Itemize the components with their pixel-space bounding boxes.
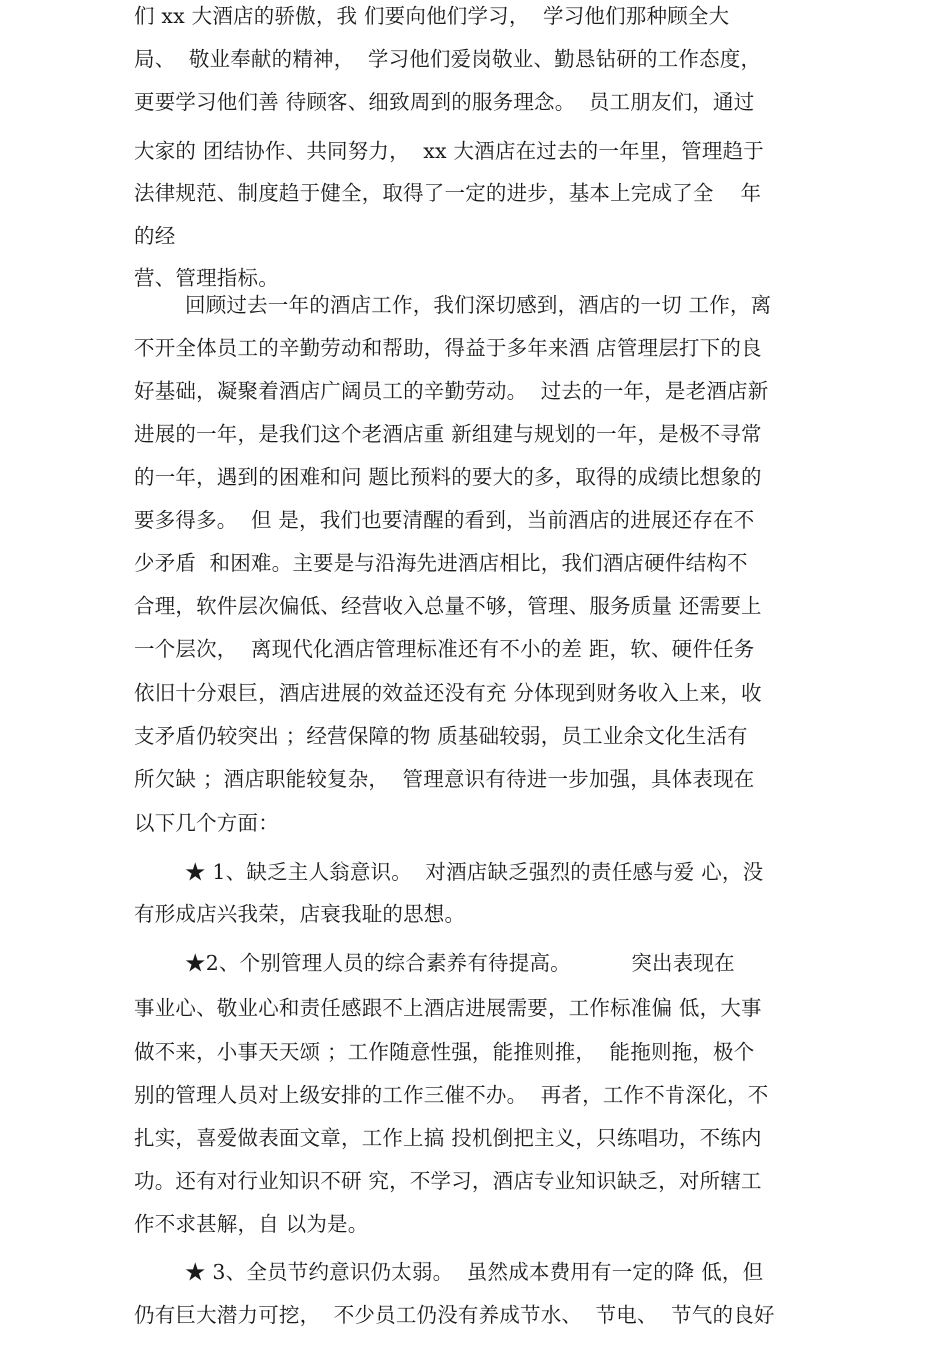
text-line: 大家的 团结协作、共同努力， xx 大酒店在过去的一年里，管理趋于 bbox=[134, 139, 764, 163]
text-line: 做不来，小事天天颂 ；工作随意性强，能推则推， 能拖则拖，极个 bbox=[134, 1040, 755, 1064]
text-line: 合理，软件层次偏低、经营收入总量不够，管理、服务质量 还需要上 bbox=[134, 594, 762, 618]
paragraph-first-line: 回顾过去一年的酒店工作，我们深切感到，酒店的一切 工作，离 bbox=[185, 293, 772, 317]
bullet-item-first-line: ★2、个别管理人员的综合素养有待提高。 突出表现在 bbox=[185, 951, 735, 975]
text-line: 扎实，喜爱做表面文章，工作上搞 投机倒把主义，只练唱功，不练内 bbox=[134, 1126, 762, 1150]
text-line: 不开全体员工的辛勤劳动和帮助，得益于多年来酒 店管理层打下的良 bbox=[134, 336, 762, 360]
text-line: 局、 敬业奉献的精神， 学习他们爱岗敬业、勤恳钻研的工作态度， bbox=[134, 47, 762, 71]
text-line: 更要学习他们善 待顾客、细致周到的服务理念。 员工朋友们，通过 bbox=[134, 90, 755, 114]
text-line: 以下几个方面： bbox=[134, 811, 279, 835]
text-line: 依旧十分艰巨，酒店进展的效益还没有充 分体现到财务收入上来，收 bbox=[134, 681, 762, 705]
text-line: 作不求甚解，自 以为是。 bbox=[134, 1212, 369, 1236]
text-line: 功。还有对行业知识不研 究，不学习，酒店专业知识缺乏，对所辖工 bbox=[134, 1169, 762, 1193]
text-line: 进展的一年，是我们这个老酒店重 新组建与规划的一年，是极不寻常 bbox=[134, 422, 762, 446]
text-line: 好基础，凝聚着酒店广阔员工的辛勤劳动。 过去的一年，是老酒店新 bbox=[134, 379, 769, 403]
text-line: 有形成店兴我荣，店衰我耻的思想。 bbox=[134, 902, 466, 926]
text-line: 事业心、敬业心和责任感跟不上酒店进展需要，工作标准偏 低，大事 bbox=[134, 996, 762, 1020]
text-line: 所欠缺 ；酒店职能较复杂， 管理意识有待进一步加强，具体表现在 bbox=[134, 767, 755, 791]
text-line: 支矛盾仍较突出 ；经营保障的物 质基础较弱，员工业余文化生活有 bbox=[134, 724, 748, 748]
text-line: 营、管理指标。 bbox=[134, 266, 279, 290]
text-line: 的一年，遇到的困难和问 题比预料的要大的多，取得的成绩比想象的 bbox=[134, 465, 762, 489]
text-line: 一个层次， 离现代化酒店管理标准还有不小的差 距，软、硬件任务 bbox=[134, 637, 755, 661]
text-line: 别的管理人员对上级安排的工作三催不办。 再者，工作不肯深化，不 bbox=[134, 1083, 769, 1107]
bullet-item-first-line: ★ 1、缺乏主人翁意识。 对酒店缺乏强烈的责任感与爱 心，没 bbox=[185, 860, 764, 884]
text-line: 要多得多。 但 是，我们也要清醒的看到，当前酒店的进展还存在不 bbox=[134, 508, 755, 532]
text-line: 法律规范、制度趋于健全，取得了一定的进步，基本上完成了全 年 bbox=[134, 181, 762, 205]
text-line: 少矛盾 和困难。主要是与沿海先进酒店相比，我们酒店硬件结构不 bbox=[134, 551, 748, 575]
bullet-item-first-line: ★ 3、全员节约意识仍太弱。 虽然成本费用有一定的降 低，但 bbox=[185, 1260, 764, 1284]
text-line: 们 xx 大酒店的骄傲，我 们要向他们学习， 学习他们那种顾全大 bbox=[134, 4, 730, 28]
text-line: 的经 bbox=[134, 224, 176, 248]
text-line: 仍有巨大潜力可挖， 不少员工仍没有养成节水、 节电、 节气的良好 bbox=[134, 1303, 775, 1327]
